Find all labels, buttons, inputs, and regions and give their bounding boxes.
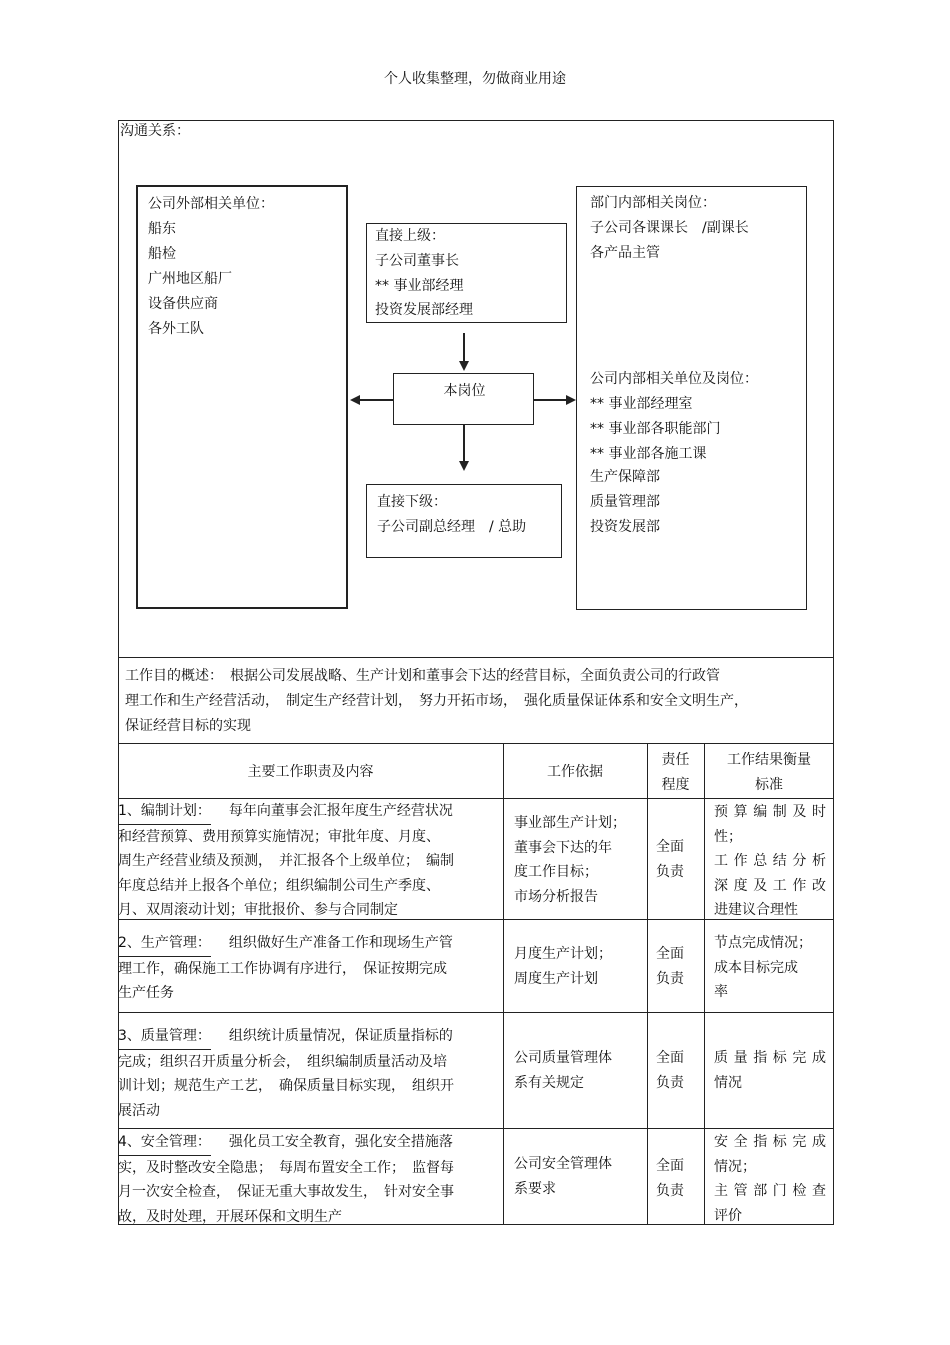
measure-line: 情况； bbox=[714, 1158, 756, 1175]
basis-line: 系要求 bbox=[514, 1180, 556, 1197]
table-row bbox=[118, 799, 834, 919]
purpose-line: 理工作和生产经营活动， 制定生产经营计划， 努力开拓市场， 强化质量保证体系和安全文明生产， bbox=[125, 693, 748, 709]
comm-title: 沟通关系： bbox=[120, 123, 190, 139]
resp-line: 全面 bbox=[656, 1050, 684, 1066]
list-item: 子公司副总经理 / 总助 bbox=[377, 519, 527, 535]
duty-line: 周生产经营业绩及预测， 并汇报各个上级单位； 编制 bbox=[118, 853, 454, 869]
company-internal-list bbox=[590, 392, 720, 540]
duty-line: 故，及时处理，开展环保和文明生产 bbox=[118, 1208, 342, 1225]
measure-line: 质量指标完成 bbox=[714, 1050, 826, 1066]
header-basis: 工作依据 bbox=[547, 764, 603, 780]
header-measure-line: 工作结果衡量 bbox=[727, 752, 811, 768]
superior-box bbox=[366, 223, 567, 323]
basis-line: 周度生产计划 bbox=[514, 970, 598, 987]
basis-line: 公司安全管理体 bbox=[514, 1156, 612, 1172]
measure-line: 成本目标完成 bbox=[714, 959, 798, 976]
duty-line bbox=[118, 1024, 496, 1050]
company-internal-title: 公司内部相关单位及岗位： bbox=[590, 371, 758, 387]
list-item: 各产品主管 bbox=[590, 245, 660, 261]
duty-title: 3、质量管理： bbox=[118, 1024, 211, 1050]
arrow-down-icon bbox=[459, 361, 469, 371]
duty-line-text: 每年向董事会汇报年度生产经营状况 bbox=[228, 803, 453, 819]
measure-line: 主管部门检查 bbox=[714, 1183, 826, 1199]
header-duties: 主要工作职责及内容 bbox=[247, 764, 374, 780]
measure-text bbox=[714, 1130, 826, 1228]
external-units-box bbox=[136, 185, 348, 609]
purpose-line: 保证经营目标的实现 bbox=[125, 718, 251, 734]
basis-line: 市场分析报告 bbox=[514, 888, 598, 905]
list-item: 质量管理部 bbox=[590, 494, 660, 510]
basis-line: 月度生产计划； bbox=[514, 946, 612, 962]
external-units-title: 公司外部相关单位： bbox=[148, 196, 274, 212]
duty-line: 生产任务 bbox=[118, 985, 174, 1001]
header-resp bbox=[647, 748, 704, 797]
basis-text bbox=[514, 811, 626, 909]
resp-text bbox=[656, 1046, 684, 1095]
header-resp-line: 程度 bbox=[661, 776, 690, 793]
duty-title: 2、生产管理： bbox=[118, 931, 211, 957]
list-item: ** 事业部各职能部门 bbox=[590, 421, 721, 437]
basis-line: 董事会下达的年 bbox=[514, 839, 612, 856]
purpose-section bbox=[125, 664, 748, 739]
measure-line: 深度及工作改 bbox=[714, 877, 826, 894]
table-row bbox=[118, 920, 834, 1012]
duty-line: 展活动 bbox=[118, 1102, 160, 1119]
resp-line: 全面 bbox=[656, 1158, 684, 1174]
resp-line: 负责 bbox=[656, 1074, 684, 1091]
basis-text bbox=[514, 942, 612, 991]
duty-line bbox=[118, 799, 496, 825]
duty-line-text: 组织统计质量情况，保证质量指标的 bbox=[228, 1028, 453, 1044]
arrow-right-line bbox=[534, 399, 566, 401]
table-row bbox=[118, 1129, 834, 1225]
measure-line: 评价 bbox=[714, 1207, 742, 1224]
resp-text bbox=[656, 1154, 684, 1203]
list-item: 船东 bbox=[148, 221, 176, 237]
resp-line: 负责 bbox=[656, 1182, 684, 1199]
list-item: 投资发展部 bbox=[590, 519, 660, 535]
table-row bbox=[118, 1013, 834, 1128]
duty-line bbox=[118, 931, 496, 957]
basis-line: 系有关规定 bbox=[514, 1074, 584, 1091]
duty-line: 和经营预算、费用预算实施情况；审批年度、月度、 bbox=[118, 828, 440, 845]
header-measure-line: 标准 bbox=[755, 776, 783, 793]
external-units-list bbox=[148, 217, 232, 342]
divider bbox=[118, 657, 834, 658]
table-top-line bbox=[118, 743, 834, 744]
superior-title: 直接上级： bbox=[375, 228, 445, 244]
position-box bbox=[393, 373, 534, 425]
duty-line: 年度总结并上报各个单位；组织编制公司生产季度、 bbox=[118, 877, 440, 894]
list-item: 子公司各课课长 /副课长 bbox=[590, 220, 749, 236]
arrow-left-line bbox=[360, 399, 393, 401]
measure-text bbox=[714, 1046, 826, 1095]
arrow-down-line bbox=[463, 425, 465, 461]
list-item: 各外工队 bbox=[148, 321, 204, 337]
measure-line: 进建议合理性 bbox=[714, 902, 798, 918]
arrow-down-icon bbox=[459, 461, 469, 471]
duty-line-text: 组织做好生产准备工作和现场生产管 bbox=[228, 935, 453, 951]
duty-text bbox=[118, 931, 496, 1006]
header-measure bbox=[704, 748, 834, 797]
arrow-down-line bbox=[463, 333, 465, 361]
resp-line: 全面 bbox=[656, 946, 684, 962]
duty-text bbox=[118, 1024, 496, 1123]
list-item: 设备供应商 bbox=[148, 296, 218, 312]
page-header: 个人收集整理，勿做商业用途 bbox=[384, 71, 566, 87]
subordinate-box bbox=[366, 484, 562, 558]
duty-line-text: 强化员工安全教育，强化安全措施落 bbox=[228, 1134, 453, 1150]
header-resp-line: 责任 bbox=[661, 752, 690, 768]
measure-line: 性； bbox=[714, 828, 742, 845]
list-item: 广州地区船厂 bbox=[148, 271, 232, 287]
resp-line: 全面 bbox=[656, 839, 684, 855]
resp-line: 负责 bbox=[656, 863, 684, 880]
duty-line: 实，及时整改安全隐患； 每周布置安全工作； 监督每 bbox=[118, 1159, 454, 1176]
resp-text bbox=[656, 942, 684, 991]
list-item: 投资发展部经理 bbox=[375, 302, 473, 318]
basis-line: 事业部生产计划； bbox=[514, 815, 626, 831]
duty-title: 4、安全管理： bbox=[118, 1130, 211, 1156]
measure-line: 安全指标完成 bbox=[714, 1134, 826, 1150]
resp-line: 负责 bbox=[656, 970, 684, 987]
list-item: 生产保障部 bbox=[590, 469, 660, 485]
measure-line: 工作总结分析 bbox=[714, 853, 826, 869]
duty-line bbox=[118, 1130, 496, 1156]
duty-text bbox=[118, 1130, 496, 1229]
measure-text bbox=[714, 931, 826, 1005]
dept-internal-title: 部门内部相关岗位： bbox=[590, 195, 716, 211]
duty-line: 理工作，确保施工工作协调有序进行， 保证按期完成 bbox=[118, 960, 447, 977]
duty-line: 训计划；规范生产工艺， 确保质量目标实现， 组织开 bbox=[118, 1078, 454, 1094]
measure-line: 预算编制及时 bbox=[714, 804, 826, 820]
measure-line: 节点完成情况； bbox=[714, 935, 812, 951]
duty-line: 完成；组织召开质量分析会， 组织编制质量活动及培 bbox=[118, 1053, 447, 1070]
subordinate-title: 直接下级： bbox=[377, 494, 447, 510]
basis-line: 公司质量管理体 bbox=[514, 1050, 612, 1066]
measure-line: 率 bbox=[714, 984, 728, 1000]
duty-line: 月、双周滚动计划；审批报价、参与合同制定 bbox=[118, 902, 398, 918]
arrow-right-icon bbox=[566, 395, 576, 405]
basis-text bbox=[514, 1152, 612, 1201]
list-item: 船检 bbox=[148, 246, 176, 262]
duty-text bbox=[118, 799, 496, 923]
measure-text bbox=[714, 800, 826, 923]
list-item: ** 事业部经理 bbox=[375, 278, 464, 294]
resp-text bbox=[656, 835, 684, 884]
position-label: 本岗位 bbox=[443, 383, 486, 399]
measure-line: 情况 bbox=[714, 1074, 742, 1091]
purpose-line: 工作目的概述： 根据公司发展战略、生产计划和董事会下达的经营目标，全面负责公司的行政管 bbox=[125, 668, 720, 684]
basis-line: 度工作目标； bbox=[514, 864, 598, 880]
list-item: 子公司董事长 bbox=[375, 253, 459, 269]
list-item: ** 事业部各施工课 bbox=[590, 446, 707, 462]
basis-text bbox=[514, 1046, 612, 1095]
duty-line: 月一次安全检查， 保证无重大事故发生， 针对安全事 bbox=[118, 1184, 454, 1200]
internal-box bbox=[576, 186, 807, 610]
arrow-left-icon bbox=[350, 395, 360, 405]
list-item: ** 事业部经理室 bbox=[590, 396, 693, 412]
duty-title: 1、编制计划： bbox=[118, 799, 211, 825]
